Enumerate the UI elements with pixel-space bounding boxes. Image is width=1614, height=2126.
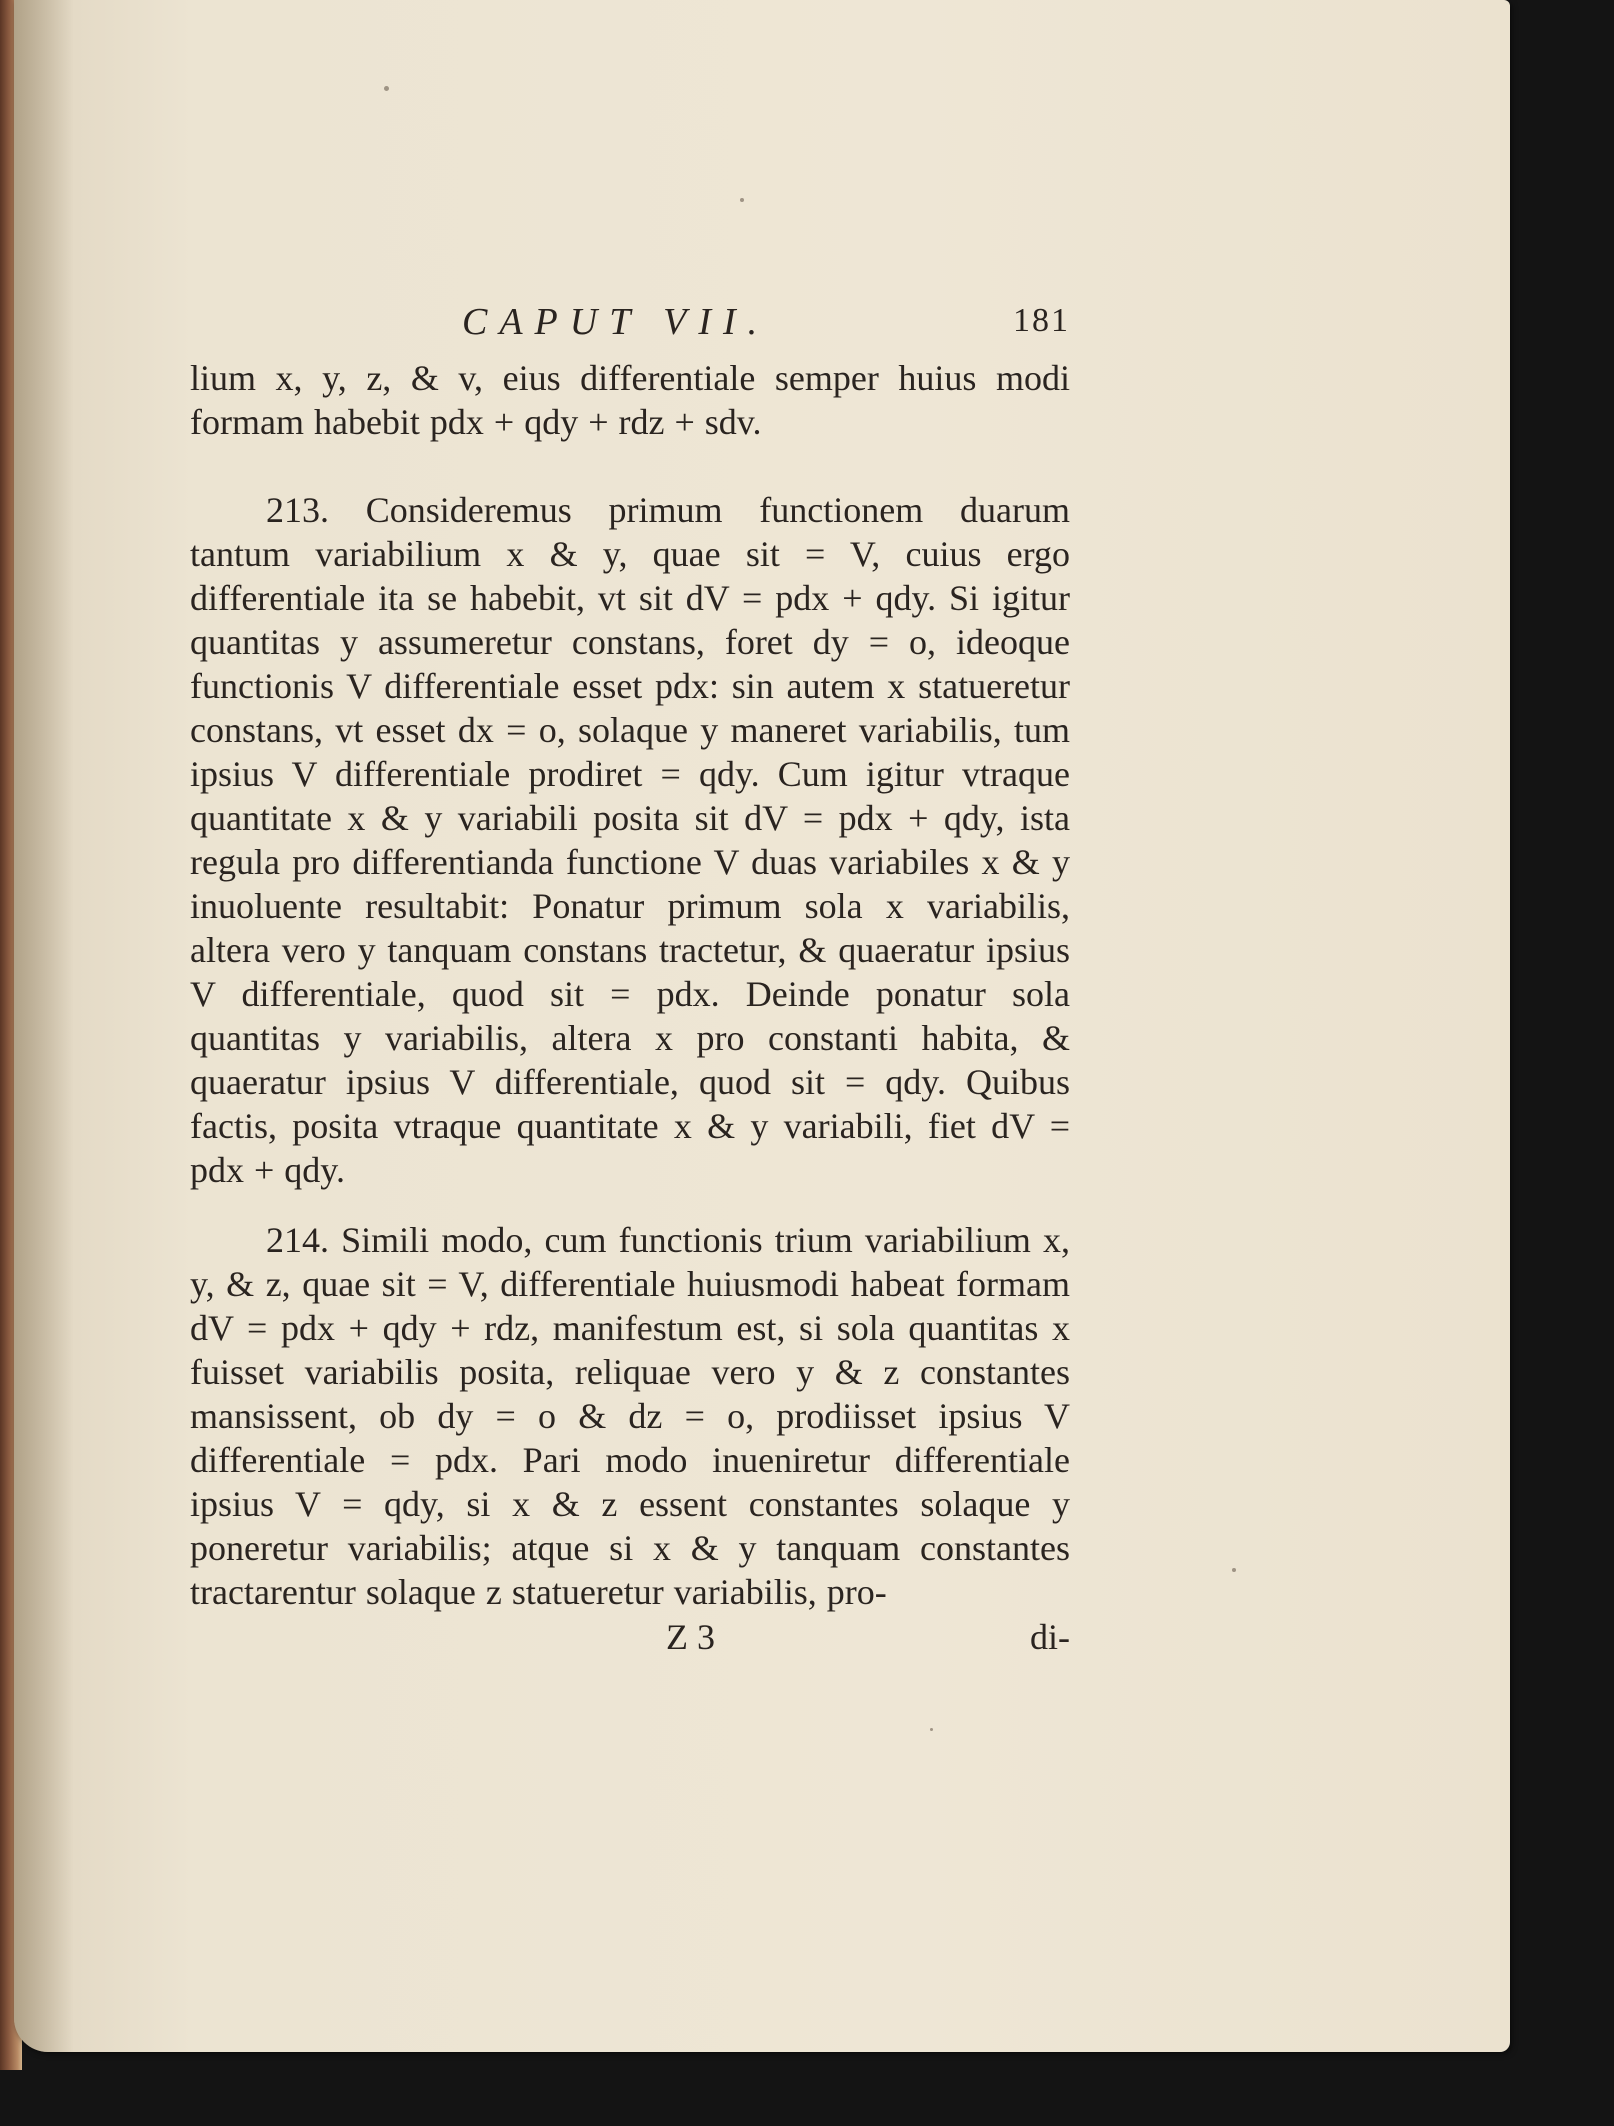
section-number: 213. <box>266 490 329 530</box>
paragraph-continuation <box>190 356 1070 444</box>
running-header <box>190 300 1070 350</box>
page-gutter-shadow <box>14 0 74 2052</box>
chapter-title: CAPUT VII. <box>462 301 770 343</box>
paragraph-text: Consideremus primum functionem duarum tantum variabilium x & y, quae sit = V, cuius ergo differentiale ita se habebit, vt sit dV = pdx + qdy. Si igitur quantitas y assumeretur constans, foret dy = o, ideoque functionis V differentiale esset pdx: sin autem x statueretur constans, vt esset dx = o, solaque y maneret variabilis, tum ipsius V differentiale prodiret = qdy. Cum igitur vtraque quantitate x & y variabili posita sit dV = pdx + qdy, ista regula pro differentianda functione V duas variabiles x & y inuoluente resultabit: Ponatur primum sola x variabilis, altera vero y tanquam constans tractetur, & quaeratur ipsius V differentiale, quod sit = pdx. Deinde ponatur sola quantitas y variabilis, altera x pro constanti habita, & quaeratur ipsius V differentiale, quod sit = qdy. Quibus factis, posita vtraque quantitate x & y variabili, fiet dV = pdx + qdy. <box>190 490 1070 1190</box>
signature-mark: Z 3 <box>666 1617 715 1657</box>
paragraph-text: Simili modo, cum functionis trium variabilium x, y, & z, quae sit = V, differentiale huiusmodi habeat formam dV = pdx + qdy + rdz, manifestum est, si sola quantitas x fuisset variabilis posita, reliquae vero y & z constantes mansissent, ob dy = o & dz = o, prodiisset ipsius V differentiale = pdx. Pari modo inueniretur differentiale ipsius V = qdy, si x & z essent constantes solaque y poneretur variabilis; atque si x & y tanquam constantes tractarentur solaque z statueretur variabilis, pro- <box>190 1220 1070 1612</box>
page-number: 181 <box>1013 302 1070 339</box>
paragraph-213 <box>190 488 1070 1192</box>
section-number: 214. <box>266 1220 329 1260</box>
paragraph-text: lium x, y, z, & v, eius differentiale semper huius modi formam habebit pdx + qdy + rdz + sdv. <box>190 358 1070 442</box>
page-footer <box>190 1616 1070 1660</box>
page-text-block <box>190 300 1070 1660</box>
catchword: di- <box>1030 1617 1070 1657</box>
paragraph-214 <box>190 1218 1070 1614</box>
